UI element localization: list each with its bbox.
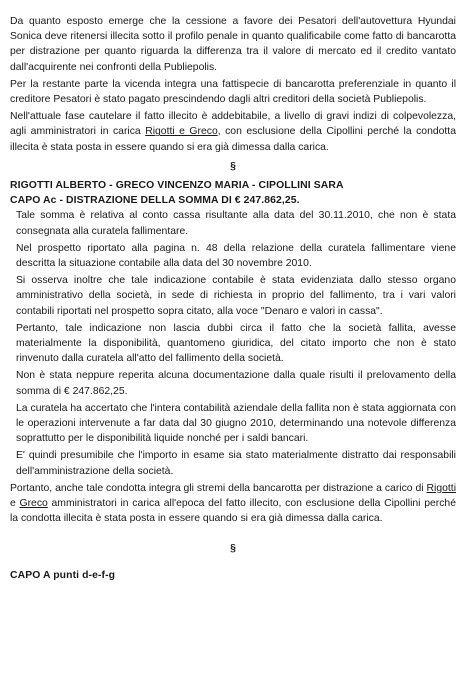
paragraph: Da quanto esposto emerge che la cessione a favore dei Pesatori dell'autovettura Hyundai Sonica deve ritenersi illecita sotto il profilo penale in quanto qualificabile come fatto di bancarotta per distrazione per quanto riguarda la differenza tra il valore di mercato ed il credito vantato dall'acquirente nei confronti della Publiepolis. bbox=[10, 16, 456, 73]
paragraph: Si osserva inoltre che tale indicazione contabile è stata evidenziata dallo stesso organo amministrativo della società, in sede di richiesta in proprio del fallimento, tra i vari valori contabili riportati nel prospetto sopra citato, alla voce "Denaro e valori in cassa". bbox=[16, 275, 456, 317]
paragraph: Pertanto, tale indicazione non lascia dubbi circa il fatto che la società fallita, avesse materialmente la disponibilità, quantomeno giuridica, del citato importo che non è stato rinvenuto dalla curatela all'atto del fallimento della società. bbox=[16, 322, 456, 365]
underlined-name: Rigotti bbox=[426, 482, 456, 494]
paragraph: La curatela ha accertato che l'intera contabilità aziendale della fallita non è stata aggiornata con le operazioni intervenute a far data dal 30 giugno 2010, determinando una notevole differenza soprattutto per le disponibilità liquide nonché per i saldi bancari. bbox=[16, 402, 456, 445]
paragraph: Non è stata neppure reperita alcuna documentazione dalla quale risulti il prelovamento della somma di € 247.862,25. bbox=[16, 370, 456, 397]
paragraph: E' quindi presumibile che l'importo in esame sia stato materialmente distratto dai responsabili dell'amministrazione della società. bbox=[16, 450, 456, 477]
text-run: e bbox=[10, 498, 20, 510]
text-run: , con esclusione della Cipollini perché la condotta illecita è stata posta in essere quando si era già dimessa dalla carica. bbox=[10, 126, 456, 153]
capo-heading: CAPO Ac - DISTRAZIONE DELLA SOMMA DI € 247.862,25. bbox=[10, 195, 300, 207]
paragraph: Per la restante parte la vicenda integra una fattispecie di bancarotta preferenziale in quanto il creditore Pesatori è stato pagato prescindendo dagli altri creditori della società Publiepolis. bbox=[10, 78, 456, 106]
paragraph bbox=[10, 481, 456, 527]
underlined-name: Greco bbox=[19, 498, 48, 510]
section-mark: § bbox=[230, 542, 236, 554]
capo-a-heading: CAPO A punti d-e-f-g bbox=[10, 569, 116, 581]
paragraph: Nel prospetto riportato alla pagina n. 48 della relazione della curatela fallimentare viene descritta la situazione contabile alla data del 30 novembre 2010. bbox=[16, 242, 456, 270]
paragraph: Tale somma è relativa al conto cassa risultante alla data del 30.11.2010, che non è stata consegnata alla curatela fallimentare. bbox=[16, 210, 456, 237]
underlined-names: Rigotti e Greco bbox=[145, 126, 218, 138]
text-run: Nell'attuale fase cautelare il fatto illecito è addebitabile, a livello di gravi indizi di colpevolezza, agli amministratori in carica bbox=[10, 111, 456, 138]
defendants-heading: RIGOTTI ALBERTO - GRECO VINCENZO MARIA - CIPOLLINI SARA bbox=[10, 180, 344, 192]
text-run: amministratori in carica all'epoca del fatto illecito, con esclusione della Cipollini perché la condotta illecita è stata posta in essere quando si era già dimessa dalla carica. bbox=[10, 498, 456, 525]
paragraph bbox=[10, 109, 456, 155]
section-mark: § bbox=[230, 160, 236, 172]
text-run: Portanto, anche tale condotta integra gli stremi della bancarotta per distrazione a carico di bbox=[10, 482, 427, 494]
